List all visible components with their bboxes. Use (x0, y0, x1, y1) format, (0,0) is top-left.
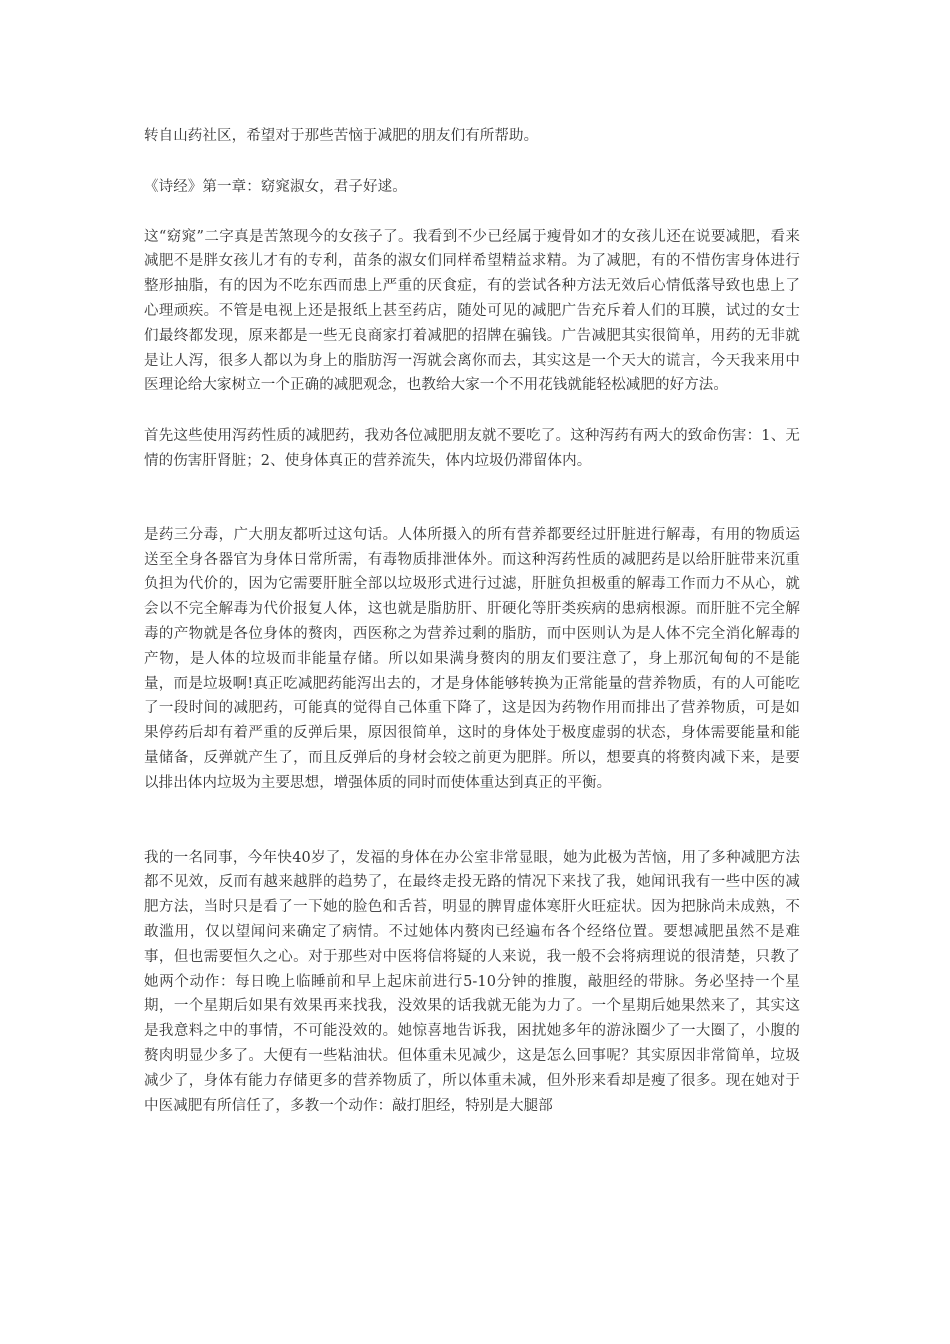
paragraph-spacer (144, 398, 800, 424)
paragraph-introduction: 这“窈窕”二字真是苦煞现今的女孩子了。我看到不少已经属于瘦骨如才的女孩儿还在说要减肥，看来减肥不是胖女孩儿才有的专利，苗条的淑女们同样希望精益求精。为了减肥，有的不惜伤害身体进行整形抽脂，有的因为不吃东西而患上严重的厌食症，有的尝试各种方法无效后心情低落导致也患上了心理顽疾。不管是电视上还是报纸上甚至药店，随处可见的减肥广告充斥着人们的耳膜，试过的女士们最终都发现，原来都是一些无良商家打着减肥的招牌在骗钱。广告减肥其实很简单，用药的无非就是让人泻，很多人都以为身上的脂肪泻一泻就会离你而去，其实这是一个天大的谎言，今天我来用中医理论给大家树立一个正确的减肥观念，也教给大家一个不用花钱就能轻松减肥的好方法。 (144, 228, 800, 394)
paragraph-spacer (144, 796, 800, 846)
paragraph-source-note: 转自山药社区，希望对于那些苦恼于减肥的朋友们有所帮助。 (144, 128, 539, 144)
paragraph-laxative-warning: 首先这些使用泻药性质的减肥药，我劝各位减肥朋友就不要吃了。这种泻药有两大的致命伤害：1、无情的伤害肝肾脏；2、使身体真正的营养流失，体内垃圾仍滞留体内。 (144, 428, 800, 469)
paragraph-spacer (144, 149, 800, 175)
paragraph-spacer (144, 474, 800, 523)
paragraph-liver-explanation: 是药三分毒，广大朋友都听过这句话。人体所摄入的所有营养都要经过肝脏进行解毒，有用的物质运送至全身各器官为身体日常所需，有毒物质排泄体外。而这种泻药性质的减肥药是以给肝脏带来沉重负担为代价的，因为它需要肝脏全部以垃圾形式进行过滤，肝脏负担极重的解毒工作而力不从心，就会以不完全解毒为代价报复人体，这也就是脂肪肝、肝硬化等肝类疾病的患病根源。而肝脏不完全解毒的产物就是各位身体的赘肉，西医称之为营养过剩的脂肪，而中医则认为是人体不完全消化解毒的产物，是人体的垃圾而非能量存储。所以如果满身赘肉的朋友们要注意了，身上那沉甸甸的不是能量，而是垃圾啊!真正吃减肥药能泻出去的，才是身体能够转换为正常能量的营养物质，有的人可能吃了一段时间的减肥药，可能真的觉得自己体重下降了，这是因为药物作用而排出了营养物质，可是如果停药后却有着严重的反弹后果，原因很简单，这时的身体处于极度虚弱的状态，身体需要能量和能量储备，反弹就产生了，而且反弹后的身材会较之前更为肥胖。所以，想要真的将赘肉减下来，是要以排出体内垃圾为主要思想，增强体质的同时而使体重达到真正的平衡。 (144, 526, 800, 791)
paragraph-colleague-case: 我的一名同事，今年快40岁了，发福的身体在办公室非常显眼，她为此极为苦恼，用了多种减肥方法都不见效，反而有越来越胖的趋势了，在最终走投无路的情况下来找了我，她闻讯我有一些中医的减肥方法，当时只是看了一下她的脸色和舌苔，明显的脾胃虚体寒肝火旺症状。因为把脉尚未成熟，不敢滥用，仅以望闻问来确定了病情。不过她体内赘肉已经遍布各个经络位置。要想减肥虽然不是难事，但也需要恒久之心。对于那些对中医将信将疑的人来说，我一般不会将病理说的很清楚，只教了她两个动作：每日晚上临睡前和早上起床前进行5-10分钟的推腹，敲胆经的带脉。务必坚持一个星期，一个星期后如果有效果再来找我，没效果的话我就无能为力了。一个星期后她果然来了，其实这是我意料之中的事情，不可能没效的。她惊喜地告诉我，困扰她多年的游泳圈少了一大圈了，小腹的赘肉明显少多了。大便有一些粘油状。但体重未见减少，这是怎么回事呢？其实原因非常简单，垃圾减少了，身体有能力存储更多的营养物质了，所以体重未减，但外形来看却是瘦了很多。现在她对于中医减肥有所信任了，多教一个动作：敲打胆经，特别是大腿部 (144, 849, 800, 1114)
document-body (144, 124, 800, 1118)
paragraph-spacer (144, 200, 800, 225)
paragraph-quote: 《诗经》第一章：窈窕淑女，君子好逑。 (144, 178, 407, 195)
